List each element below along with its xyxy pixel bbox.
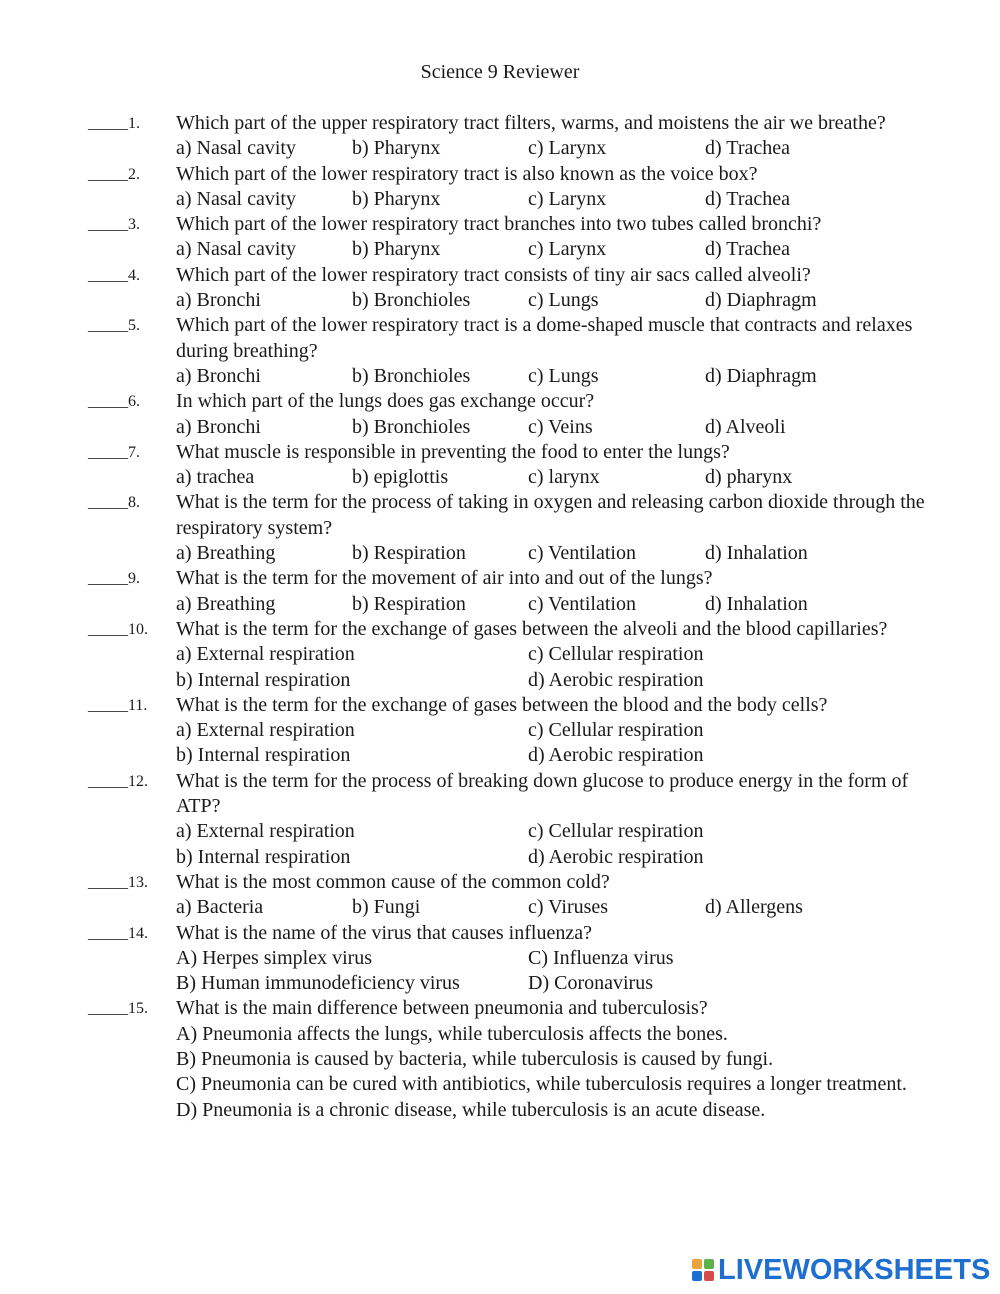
answer-option: c) Cellular respiration (528, 820, 704, 843)
options-row (176, 642, 938, 667)
answer-option: d) Aerobic respiration (528, 668, 704, 691)
question-item (88, 566, 938, 617)
answer-blank[interactable] (88, 769, 176, 820)
question-item (88, 996, 938, 1122)
question-number: 1. (128, 115, 140, 132)
answer-option: a) Bronchi (176, 289, 261, 312)
answer-options (176, 187, 938, 212)
options-row (176, 364, 938, 389)
answer-blank[interactable] (88, 111, 176, 136)
question-text: What muscle is responsible in preventing the food to enter the lungs? (176, 440, 730, 463)
liveworksheets-logo (692, 1255, 990, 1285)
answer-options (176, 895, 938, 920)
question-line (88, 389, 938, 414)
answer-option: d) Trachea (705, 238, 790, 261)
answer-options (176, 642, 938, 693)
answer-blank[interactable] (88, 389, 176, 414)
options-row (176, 668, 938, 693)
answer-blank[interactable] (88, 996, 176, 1021)
answer-blank-line: _____ (88, 1000, 128, 1018)
question-line (88, 921, 938, 946)
answer-option: b) epiglottis (352, 466, 449, 489)
question-number: 10. (128, 620, 148, 638)
question-text: What is the most common cause of the common cold? (176, 870, 610, 893)
question-number: 8. (128, 494, 140, 512)
question-text: Which part of the lower respiratory tract is also known as the voice box? (176, 162, 758, 185)
answer-option: a) Nasal cavity (176, 238, 296, 261)
answer-option: a) Breathing (176, 542, 276, 565)
question-text: Which part of the lower respiratory tract is a dome-shaped muscle that contracts and relaxes during breathing? (176, 314, 913, 362)
answer-options (176, 718, 938, 769)
question-item (88, 693, 938, 769)
question-item (88, 921, 938, 997)
answer-option: C) Pneumonia can be cured with antibiotics, while tuberculosis requires a longer treatment. (176, 1073, 907, 1096)
question-item (88, 111, 938, 162)
answer-blank[interactable] (88, 263, 176, 288)
answer-blank[interactable] (88, 313, 176, 364)
logo-square (704, 1271, 714, 1281)
question-item (88, 617, 938, 693)
answer-options (176, 592, 938, 617)
answer-option: b) Internal respiration (176, 744, 351, 767)
answer-option: a) Bronchi (176, 415, 261, 438)
answer-option: d) Trachea (705, 187, 790, 210)
answer-blank-line: _____ (88, 772, 128, 790)
answer-blank-line: _____ (88, 165, 128, 183)
answer-option: d) Inhalation (705, 592, 808, 615)
page-title: Science 9 Reviewer (420, 61, 580, 83)
answer-option: d) Allergens (705, 896, 803, 919)
question-line (88, 693, 938, 718)
answer-blank-line: _____ (88, 317, 128, 335)
question-item (88, 263, 938, 314)
answer-options (176, 819, 938, 870)
options-row (176, 946, 938, 971)
question-line (88, 313, 938, 364)
options-row (176, 743, 938, 768)
answer-option: d) Alveoli (705, 415, 786, 438)
question-line (88, 212, 938, 237)
answer-blank-line: _____ (88, 115, 128, 132)
answer-option: a) External respiration (176, 820, 355, 843)
answer-blank[interactable] (88, 693, 176, 718)
answer-blank[interactable] (88, 440, 176, 465)
logo-square (692, 1271, 702, 1281)
answer-option: b) Bronchioles (352, 364, 471, 387)
answer-options (176, 946, 938, 997)
answer-option: A) Herpes simplex virus (176, 946, 373, 969)
answer-blank-line: _____ (88, 873, 128, 891)
question-item (88, 870, 938, 921)
answer-blank[interactable] (88, 212, 176, 237)
answer-option: d) Trachea (705, 137, 790, 160)
question-text: What is the term for the exchange of gases between the alveoli and the blood capillaries? (176, 617, 888, 640)
question-text: In which part of the lungs does gas exchange occur? (176, 390, 595, 413)
answer-option: d) Diaphragm (705, 289, 817, 312)
answer-option: b) Fungi (352, 896, 421, 919)
answer-option: D) Pneumonia is a chronic disease, while tuberculosis is an acute disease. (176, 1098, 766, 1121)
question-line (88, 566, 938, 591)
answer-option: b) Bronchioles (352, 289, 471, 312)
question-item (88, 389, 938, 440)
options-row (176, 415, 938, 440)
answer-options (176, 364, 938, 389)
answer-option: b) Pharynx (352, 238, 441, 261)
answer-blank-line: _____ (88, 266, 128, 284)
answer-option: C) Influenza virus (528, 946, 674, 969)
options-row (176, 819, 938, 844)
question-text: What is the name of the virus that causes influenza? (176, 921, 592, 944)
answer-option: a) Breathing (176, 592, 276, 615)
question-number: 3. (128, 216, 140, 234)
options-row (176, 136, 938, 161)
question-text: What is the term for the movement of air into and out of the lungs? (176, 567, 713, 590)
answer-option: c) Ventilation (528, 592, 636, 615)
answer-options (176, 541, 938, 566)
question-line (88, 769, 938, 820)
options-row (176, 237, 938, 262)
options-row (176, 541, 938, 566)
answer-option: d) Aerobic respiration (528, 845, 704, 868)
answer-option: c) Viruses (528, 896, 609, 919)
question-text: Which part of the lower respiratory tract branches into two tubes called bronchi? (176, 213, 822, 236)
options-row (176, 971, 938, 996)
question-number: 12. (128, 772, 148, 790)
answer-blank-line: _____ (88, 216, 128, 234)
question-item (88, 490, 938, 566)
question-number: 5. (128, 317, 140, 335)
answer-blank-line: _____ (88, 696, 128, 714)
answer-option: a) Bacteria (176, 896, 264, 919)
answer-option: c) Cellular respiration (528, 643, 704, 666)
answer-option: b) Respiration (352, 592, 466, 615)
answer-option: c) Larynx (528, 238, 607, 261)
question-item (88, 162, 938, 213)
question-text: Which part of the upper respiratory tract filters, warms, and moistens the air we breathe? (176, 112, 886, 134)
options-row (176, 845, 938, 870)
answer-option: a) Nasal cavity (176, 137, 296, 160)
question-line (88, 490, 938, 541)
answer-blank-line: _____ (88, 924, 128, 942)
question-line (88, 111, 938, 136)
options-row (176, 187, 938, 212)
answer-blank[interactable] (88, 490, 176, 541)
logo-squares-icon (692, 1259, 714, 1281)
answer-blank-line: _____ (88, 494, 128, 512)
question-text: What is the term for the process of taking in oxygen and releasing carbon dioxide through the respiratory system? (176, 491, 925, 539)
options-row (176, 465, 938, 490)
question-item (88, 313, 938, 389)
answer-blank-line: _____ (88, 620, 128, 638)
answer-options (176, 465, 938, 490)
logo-square (704, 1259, 714, 1269)
options-row (176, 288, 938, 313)
options-row (176, 718, 938, 743)
question-text: What is the term for the exchange of gases between the blood and the body cells? (176, 693, 828, 716)
answer-option: b) Internal respiration (176, 668, 351, 691)
answer-option: B) Human immunodeficiency virus (176, 972, 460, 995)
answer-option: a) External respiration (176, 719, 355, 742)
question-number: 14. (128, 924, 148, 942)
answer-option: c) Lungs (528, 364, 599, 387)
answer-option: a) Bronchi (176, 364, 261, 387)
question-item (88, 440, 938, 491)
answer-blank-line: _____ (88, 570, 128, 588)
question-number: 2. (128, 165, 140, 183)
logo-text: LIVEWORKSHEETS (718, 1254, 991, 1286)
options-row (176, 895, 938, 920)
logo-square (692, 1259, 702, 1269)
answer-option: A) Pneumonia affects the lungs, while tuberculosis affects the bones. (176, 1022, 728, 1045)
answer-option: c) Larynx (528, 187, 607, 210)
answer-option: a) External respiration (176, 643, 355, 666)
question-number: 4. (128, 266, 140, 284)
question-number: 11. (128, 696, 148, 714)
question-line (88, 440, 938, 465)
question-line (88, 162, 938, 187)
question-number: 6. (128, 393, 140, 411)
answer-blank[interactable] (88, 617, 176, 642)
question-text: Which part of the lower respiratory tract consists of tiny air sacs called alveoli? (176, 263, 811, 286)
answer-blank[interactable] (88, 566, 176, 591)
answer-options (176, 415, 938, 440)
answer-options (176, 136, 938, 161)
answer-option: d) Diaphragm (705, 364, 817, 387)
options-row (176, 592, 938, 617)
question-line (88, 263, 938, 288)
answer-blank[interactable] (88, 162, 176, 187)
answer-option: a) trachea (176, 466, 255, 489)
answer-option: d) Aerobic respiration (528, 744, 704, 767)
question-number: 15. (128, 1000, 148, 1018)
answer-option: b) Internal respiration (176, 845, 351, 868)
answer-option: c) Veins (528, 415, 593, 438)
answer-option: D) Coronavirus (528, 972, 653, 995)
question-list (88, 111, 938, 1123)
answer-options (176, 1022, 938, 1123)
answer-option: d) Inhalation (705, 542, 808, 565)
answer-options (176, 288, 938, 313)
question-text: What is the term for the process of breaking down glucose to produce energy in the form of ATP? (176, 769, 909, 818)
answer-option: c) Lungs (528, 289, 599, 312)
question-item (88, 212, 938, 263)
question-item (88, 769, 938, 870)
question-line (88, 870, 938, 895)
question-number: 7. (128, 443, 140, 461)
answer-option: b) Bronchioles (352, 415, 471, 438)
question-line (88, 617, 938, 642)
answer-option: a) Nasal cavity (176, 187, 296, 210)
answer-option: c) Cellular respiration (528, 719, 704, 742)
answer-options (176, 237, 938, 262)
answer-option: b) Pharynx (352, 137, 441, 160)
answer-blank-line: _____ (88, 393, 128, 411)
answer-option: d) pharynx (705, 466, 793, 489)
question-number: 13. (128, 873, 148, 891)
question-text: What is the main difference between pneumonia and tuberculosis? (176, 997, 708, 1020)
answer-blank-line: _____ (88, 443, 128, 461)
answer-option: c) Larynx (528, 137, 607, 160)
question-number: 9. (128, 570, 140, 588)
answer-option: b) Respiration (352, 542, 466, 565)
answer-option: B) Pneumonia is caused by bacteria, while tuberculosis is caused by fungi. (176, 1047, 774, 1070)
answer-option: c) Ventilation (528, 542, 636, 565)
question-line (88, 996, 938, 1021)
answer-option: b) Pharynx (352, 187, 441, 210)
answer-option: c) larynx (528, 466, 600, 489)
answer-blank[interactable] (88, 921, 176, 946)
answer-blank[interactable] (88, 870, 176, 895)
